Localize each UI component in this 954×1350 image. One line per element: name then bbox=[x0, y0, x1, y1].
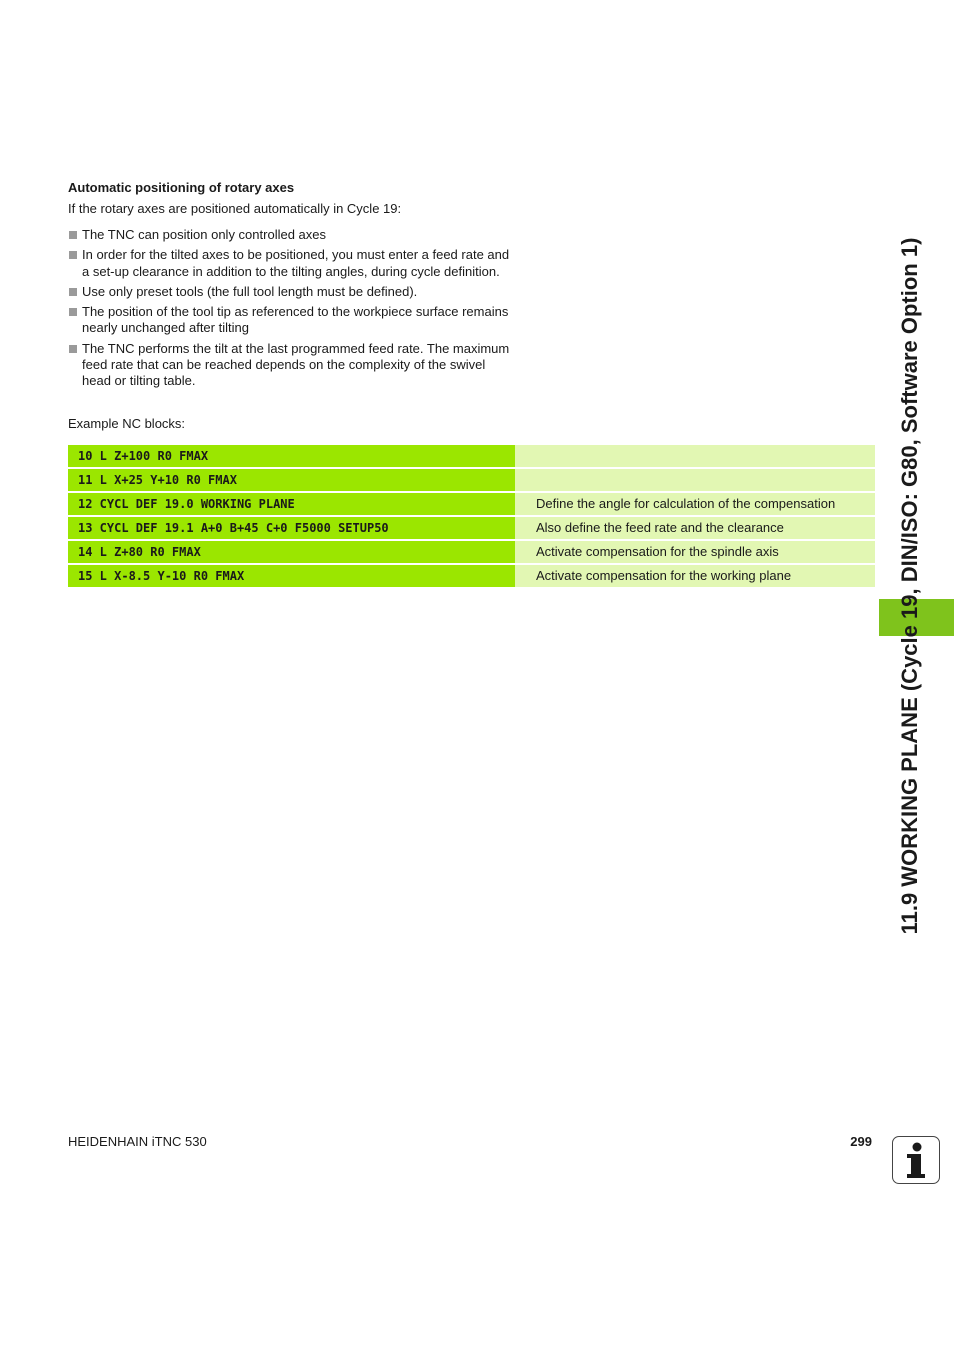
example-label: Example NC blocks: bbox=[68, 416, 186, 431]
table-row bbox=[68, 445, 875, 467]
list-item bbox=[68, 284, 513, 300]
section-heading: Automatic positioning of rotary axes bbox=[68, 180, 295, 195]
bullet-list bbox=[68, 227, 513, 394]
square-bullet-icon bbox=[69, 288, 77, 296]
footer-product: HEIDENHAIN iTNC 530 bbox=[68, 1134, 207, 1149]
nc-comment-cell: Define the angle for calculation of the compensation bbox=[515, 493, 875, 515]
square-bullet-icon bbox=[69, 345, 77, 353]
list-item bbox=[68, 304, 513, 337]
nc-code-cell: 10 L Z+100 R0 FMAX bbox=[68, 445, 515, 467]
nc-code-cell: 14 L Z+80 R0 FMAX bbox=[68, 541, 515, 563]
nc-comment-cell: Also define the feed rate and the clearance bbox=[515, 517, 875, 539]
square-bullet-icon bbox=[69, 231, 77, 239]
list-item-text: Use only preset tools (the full tool length must be defined). bbox=[82, 283, 418, 299]
list-item bbox=[68, 341, 513, 390]
list-item-text: In order for the tilted axes to be positioned, you must enter a feed rate and a set-up clearance in addition to the tilting angles, during cycle definition. bbox=[82, 247, 510, 279]
table-row bbox=[68, 493, 875, 515]
table-row bbox=[68, 517, 875, 539]
chapter-side-title: 11.9 WORKING PLANE (Cycle 19, DIN/ISO: G80, Software Option 1) bbox=[897, 237, 922, 935]
section-intro: If the rotary axes are positioned automatically in Cycle 19: bbox=[68, 201, 402, 216]
nc-code-cell: 11 L X+25 Y+10 R0 FMAX bbox=[68, 469, 515, 491]
table-row bbox=[68, 469, 875, 491]
nc-code-cell: 13 CYCL DEF 19.1 A+0 B+45 C+0 F5000 SETUP50 bbox=[68, 517, 515, 539]
info-icon bbox=[892, 1136, 940, 1184]
square-bullet-icon bbox=[69, 308, 77, 316]
nc-comment-cell bbox=[515, 469, 875, 491]
nc-code-cell: 15 L X-8.5 Y-10 R0 FMAX bbox=[68, 565, 515, 587]
page-number: 299 bbox=[850, 1134, 872, 1149]
list-item bbox=[68, 227, 513, 243]
nc-comment-cell bbox=[515, 445, 875, 467]
table-row bbox=[68, 541, 875, 563]
list-item-text: The TNC performs the tilt at the last programmed feed rate. The maximum feed rate that can be reached depends on the complexity of the swivel head or tilting table. bbox=[82, 340, 510, 389]
table-row bbox=[68, 565, 875, 587]
nc-comment-cell: Activate compensation for the spindle axis bbox=[515, 541, 875, 563]
list-item-text: The TNC can position only controlled axes bbox=[82, 227, 326, 242]
square-bullet-icon bbox=[69, 251, 77, 259]
list-item bbox=[68, 247, 513, 280]
nc-code-cell: 12 CYCL DEF 19.0 WORKING PLANE bbox=[68, 493, 515, 515]
nc-comment-cell: Activate compensation for the working plane bbox=[515, 565, 875, 587]
list-item-text: The position of the tool tip as referenced to the workpiece surface remains nearly unchanged after tilting bbox=[82, 304, 509, 336]
nc-block-table bbox=[68, 445, 875, 589]
